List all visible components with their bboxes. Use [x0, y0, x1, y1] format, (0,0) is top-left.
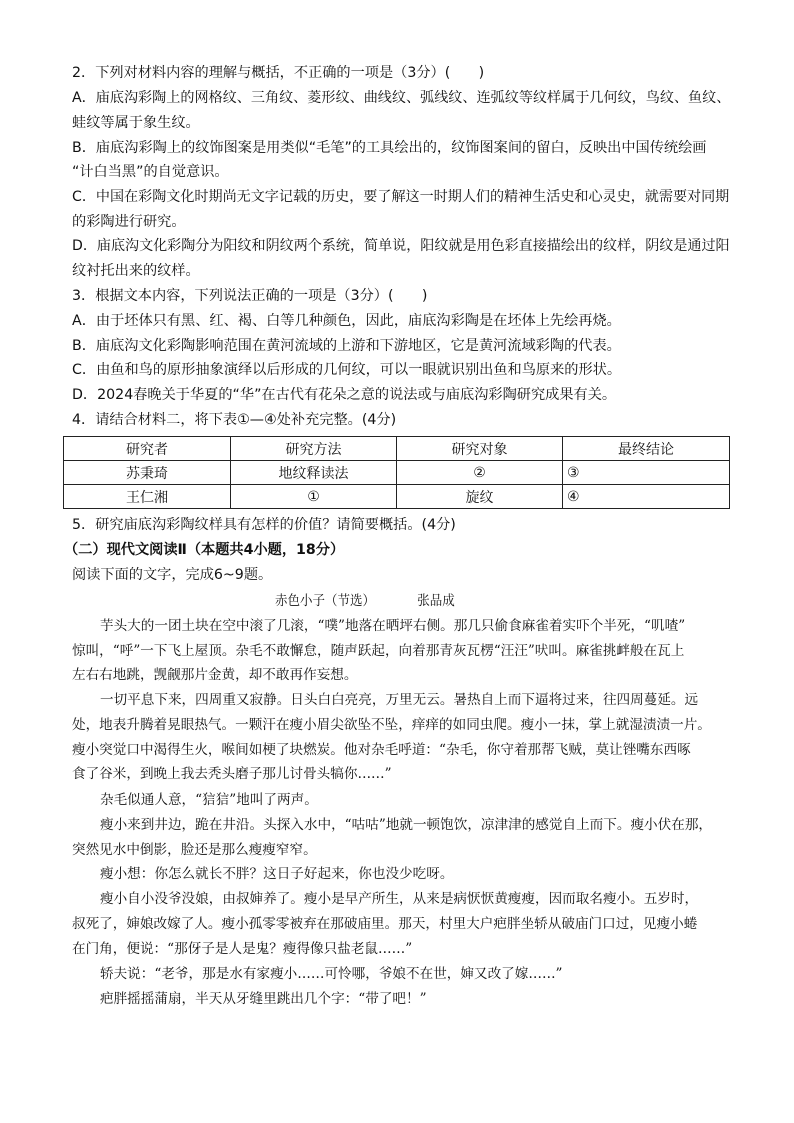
question-2-option-c-line2: 的彩陶进行研究。	[72, 214, 186, 230]
table-header-cell: 研究者	[64, 437, 231, 461]
question-2-option-a-line2: 蛙纹等属于象生纹。	[72, 115, 200, 131]
table-cell-answer-blank[interactable]: ③	[563, 461, 730, 485]
passage-line: 瘦小自小没爷没娘，由叔婶养了。瘦小是早产所生，从来是病恹恹黄瘦瘦，因而取名瘦小。五岁时，	[100, 891, 699, 907]
passage-line: 瘦小来到井边，跪在井沿。头探入水中，“咕咕”地就一顿饱饮，凉津津的感觉自上而下。瘦小伏在那，	[100, 817, 713, 833]
table-header-row	[64, 437, 730, 461]
passage-line: 瘦小想：你怎么就长不胖？这日子好起来，你也没少吃呀。	[100, 866, 454, 882]
table-header-cell: 研究对象	[397, 437, 563, 461]
passage-line: 瘦小突觉口中渴得生火，喉间如梗了块燃炭。他对杂毛呼道：“杂毛，你守着那帮飞贼，莫让锉嘴东西啄	[72, 742, 691, 758]
passage-author: 张品成	[417, 593, 455, 609]
passage-line: 杂毛似通人意，“狺狺”地叫了两声。	[100, 792, 318, 808]
table-row	[64, 485, 730, 509]
question-5-stem: 5．研究庙底沟彩陶纹样具有怎样的价值？请简要概括。(4分)	[72, 517, 456, 533]
passage-line: 突然见水中倒影，脸还是那么瘦瘦窄窄。	[72, 842, 317, 858]
passage-title-block	[0, 591, 730, 611]
section-heading: （二）现代文阅读Ⅱ（本题共4小题，18分）	[64, 542, 345, 558]
question-3-option-b: B．庙底沟文化彩陶影响范围在黄河流域的上游和下游地区，它是黄河流域彩陶的代表。	[72, 338, 621, 354]
passage-line: 疤胖摇摇蒲扇，半天从牙缝里跳出几个字：“带了吧！”	[100, 991, 427, 1007]
table-cell: 苏秉琦	[64, 461, 231, 485]
question-2-option-c-line1: C．中国在彩陶文化时期尚无文字记载的历史，要了解这一时期人们的精神生活史和心灵史，就需要对同期	[72, 189, 730, 205]
table-header-cell: 研究方法	[231, 437, 397, 461]
passage-line: 轿夫说：“老爷，那是水有家瘦小……可怜哪，爷娘不在世，婶又改了嫁……”	[100, 966, 563, 982]
table-header-cell: 最终结论	[563, 437, 730, 461]
question-3-stem: 3．根据文本内容，下列说法正确的一项是（3分）( )	[72, 288, 428, 304]
question-3-option-a: A．由于坯体只有黑、红、褐、白等几种颜色，因此，庙底沟彩陶是在坯体上先绘再烧。	[72, 313, 621, 329]
table-cell-answer-blank[interactable]: ①	[231, 485, 397, 509]
question-2-option-a-line1: A．庙底沟彩陶上的网格纹、三角纹、菱形纹、曲线纹、弧线纹、连弧纹等纹样属于几何纹，鸟纹、鱼纹、	[72, 90, 731, 106]
question-2-option-b-line2: “计白当黑”的自觉意识。	[72, 164, 229, 180]
question-2-option-b-line1: B．庙底沟彩陶上的纹饰图案是用类似“毛笔”的工具绘出的，纹饰图案间的留白，反映出中国传统绘画	[72, 140, 707, 156]
question-4-stem: 4．请结合材料二，将下表①—④处补充完整。(4分)	[72, 412, 397, 428]
passage-line: 一切平息下来，四周重又寂静。日头白白亮亮，万里无云。暑热自上而下逼将过来，往四周蔓延。远	[100, 692, 699, 708]
question-2-stem: 2．下列对材料内容的理解与概括，不正确的一项是（3分）( )	[72, 65, 485, 81]
table-cell: 旋纹	[397, 485, 563, 509]
table-cell-answer-blank[interactable]: ④	[563, 485, 730, 509]
passage-title: 赤色小子（节选）	[274, 593, 375, 609]
passage-line: 处，地表升腾着晃眼热气。一颗汗在瘦小眉尖欲坠不坠，痒痒的如同虫爬。瘦小一抹，掌上就湿渍渍一片。	[72, 717, 711, 733]
question-2-option-d-line2: 纹衬托出来的纹样。	[72, 263, 200, 279]
passage-line: 叔死了，婶娘改嫁了人。瘦小孤零零被弃在那破庙里。那天，村里大户疤胖坐轿从破庙门口过，见瘦小蜷	[72, 916, 698, 932]
table-row	[64, 461, 730, 485]
passage-line: 惊叫，“呼”一下飞上屋顶。杂毛不敢懈怠，随声跃起，向着那青灰瓦楞“汪汪”吠叫。麻雀挑衅般在瓦上	[72, 643, 685, 659]
question-2-option-d-line1: D．庙底沟文化彩陶分为阳纹和阴纹两个系统，简单说，阳纹就是用色彩直接描绘出的纹样，阴纹是通过阳	[72, 238, 730, 254]
research-table	[63, 436, 730, 509]
passage-line: 在门角，便说：“那伢子是人是鬼？瘦得像只盐老鼠……”	[72, 941, 413, 957]
question-3-option-c: C．由鱼和鸟的原形抽象演绎以后形成的几何纹，可以一眼就识别出鱼和鸟原来的形状。	[72, 362, 622, 378]
passage-line: 左右右地跳，觊觎那片金黄，却不敢再作妄想。	[72, 667, 358, 683]
passage-line: 食了谷米，到晚上我去秃头磨子那儿讨骨头犒你……”	[72, 766, 392, 782]
table-cell: 王仁湘	[64, 485, 231, 509]
question-3-option-d: D．2024春晚关于华夏的“华”在古代有花朵之意的说法或与庙底沟彩陶研究成果有关。	[72, 387, 617, 403]
table-cell: 地纹释读法	[231, 461, 397, 485]
reading-instruction: 阅读下面的文字，完成6~9题。	[72, 567, 273, 583]
passage-line: 芋头大的一团土块在空中滚了几滚，“噗”地落在晒坪右侧。那几只偷食麻雀着实吓个半死，“叽喳”	[100, 618, 686, 634]
table-cell: ②	[397, 461, 563, 485]
